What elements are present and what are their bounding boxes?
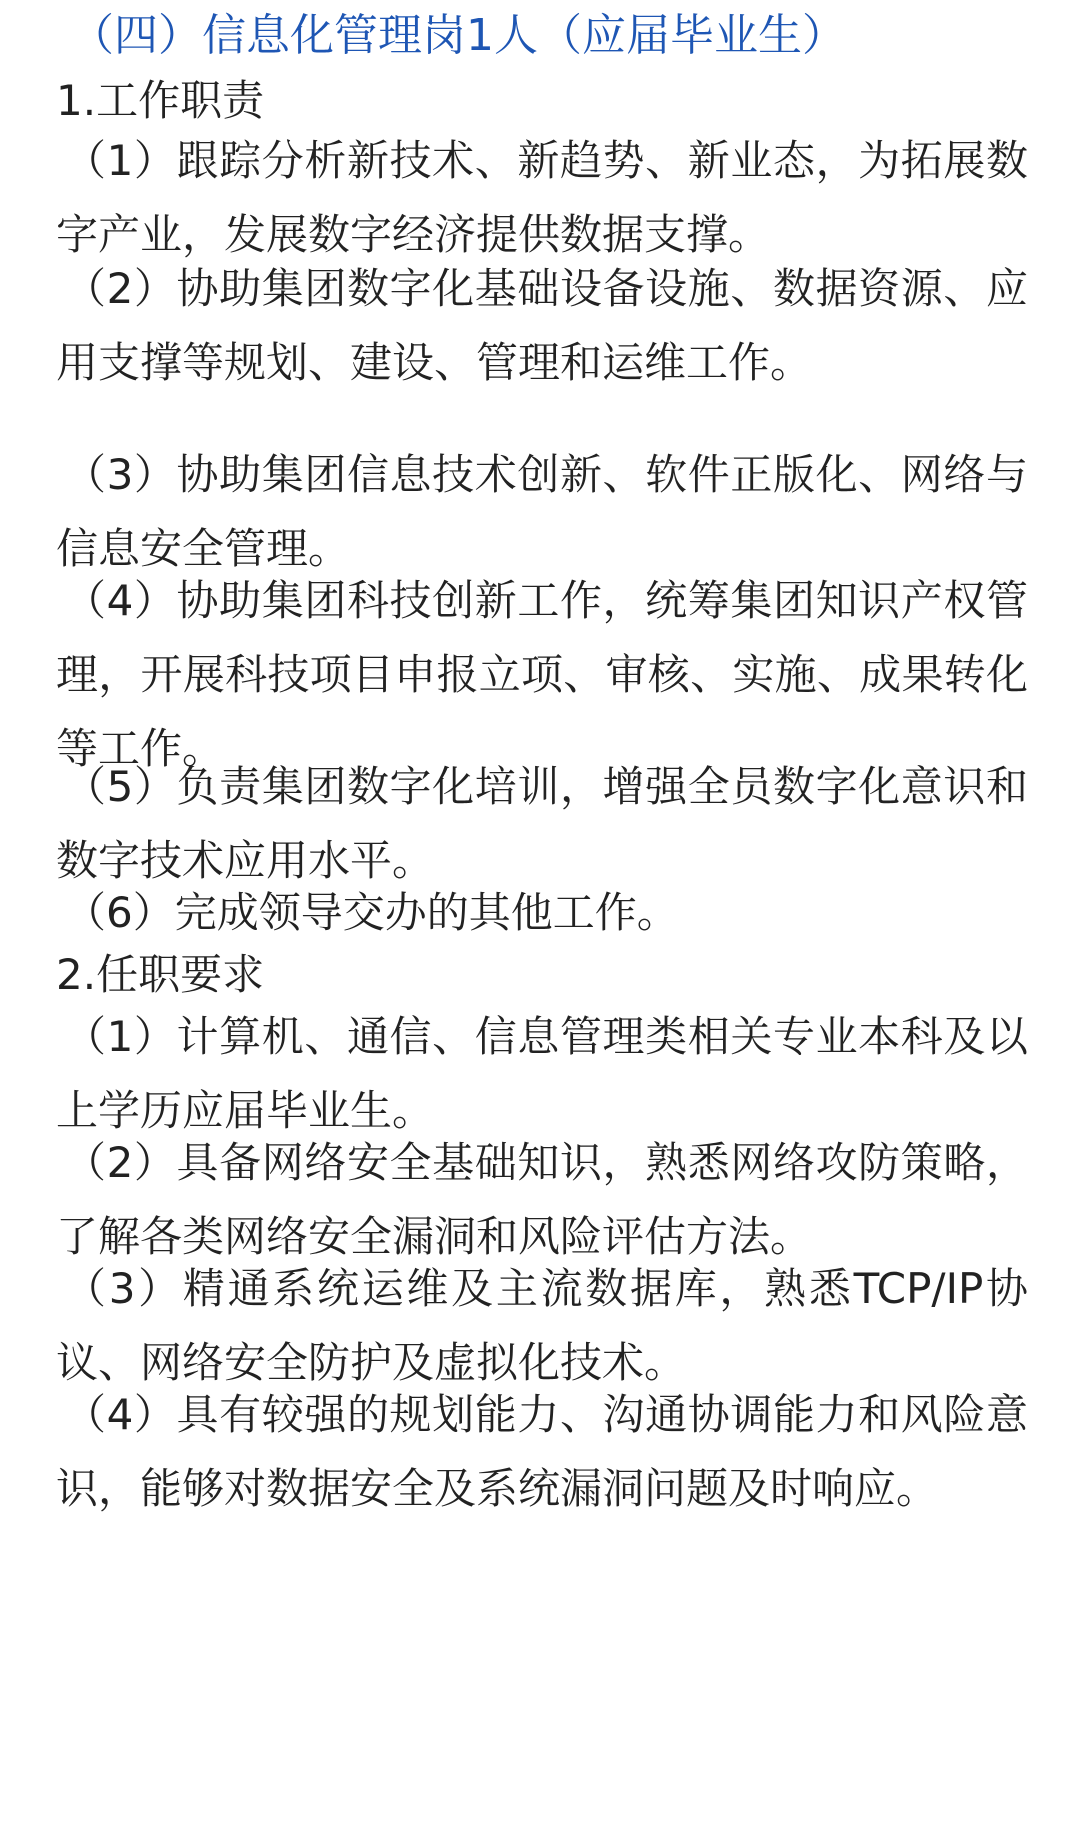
duty-item-2: （2）协助集团数字化基础设备设施、数据资源、应用支撑等规划、建设、管理和运维工作。 (56, 264, 1028, 387)
requirement-item-3: （3）精通系统运维及主流数据库，熟悉TCP/IP协议、网络安全防护及虚拟化技术。 (56, 1264, 1028, 1387)
duty-item-1: （1）跟踪分析新技术、新趋势、新业态，为拓展数字产业，发展数字经济提供数据支撑。 (56, 136, 1028, 259)
duty-item-3: （3）协助集团信息技术创新、软件正版化、网络与信息安全管理。 (56, 450, 1028, 573)
section-heading-duties: 1.工作职责 (56, 76, 265, 125)
job-title: （四）信息化管理岗1人（应届毕业生） (70, 10, 846, 61)
duty-item-4: （4）协助集团科技创新工作，统筹集团知识产权管理，开展科技项目申报立项、审核、实施、成果转化等工作。 (56, 576, 1028, 773)
duty-item-6: （6）完成领导交办的其他工作。 (64, 888, 679, 937)
section-heading-requirements: 2.任职要求 (56, 950, 265, 999)
duty-item-5: （5）负责集团数字化培训，增强全员数字化意识和数字技术应用水平。 (56, 762, 1028, 885)
requirement-item-2: （2）具备网络安全基础知识，熟悉网络攻防策略，了解各类网络安全漏洞和风险评估方法。 (56, 1138, 1028, 1261)
requirement-item-4: （4）具有较强的规划能力、沟通协调能力和风险意识，能够对数据安全及系统漏洞问题及时响应。 (56, 1390, 1028, 1513)
requirement-item-1: （1）计算机、通信、信息管理类相关专业本科及以上学历应届毕业生。 (56, 1012, 1028, 1135)
